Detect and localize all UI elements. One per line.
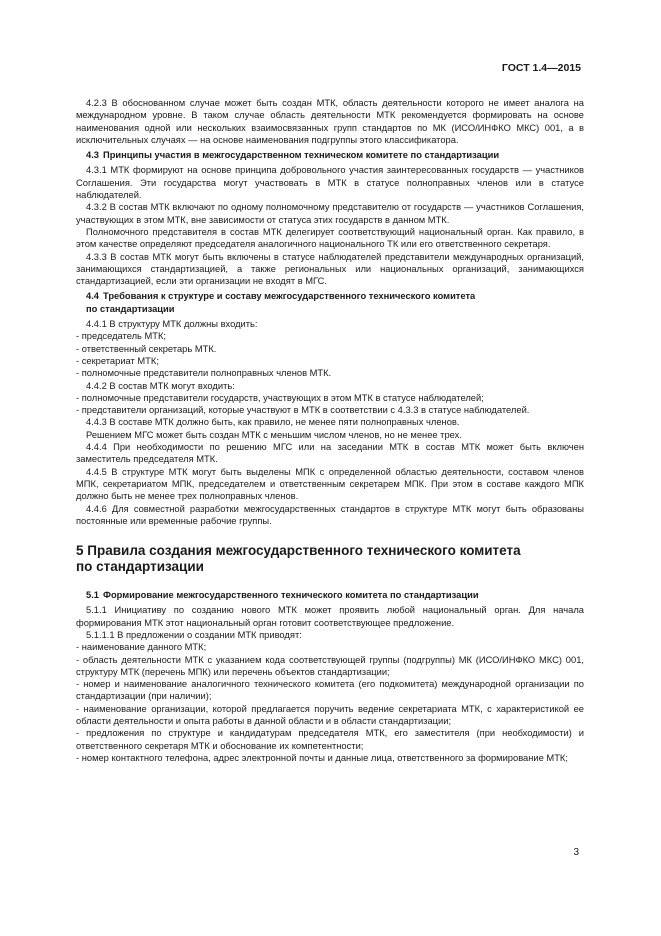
- heading-text: Принципы участия в межгосударственном техническом комитете по стандартизации: [103, 150, 500, 161]
- list-item: - номер и наименование аналогичного технического комитета (его подкомитета) международной организации по стандартизации (при наличии);: [76, 679, 584, 702]
- paragraph-4-4-3-continued: Решением МГС может быть создан МТК с меньшим числом членов, но не менее трех.: [86, 429, 462, 440]
- paragraph-4-4-5: 4.4.5 В структуре МТК могут быть выделены МПК с определенной областью деятельности, составом членов МПК, секретариатом МПК, председателем и ответственным секретарем МПК. При этом в составе каждого МПК должно быть не менее трех полноправных членов.: [76, 466, 584, 502]
- list-item: - наименование данного МТК;: [76, 642, 207, 653]
- paragraph-4-2-3: 4.2.3 В обоснованном случае может быть создан МТК, область деятельности которого не имеет аналога на международном уровне. В таком случае область деятельности МТК рекомендуется формировать на основе наименования одной или нескольких взаимосвязанных групп стандартов по МК (ИСО/ИНФКО МКС) 001, а в исключительных случаях — на основе наименования подгруппы этого классификатора.: [76, 98, 584, 145]
- heading-number: 5.1: [86, 590, 99, 601]
- paragraph-4-4-4: 4.4.4 При необходимости по решению МГС или на заседании МТК в состав МТК может быть включен заместитель председателя МТК.: [76, 442, 584, 465]
- heading-5-1: [76, 589, 584, 601]
- paragraph-4-4-3: 4.4.3 В составе МТК должно быть, как правило, не менее пяти полноправных членов.: [86, 417, 460, 428]
- page-body: [76, 97, 584, 764]
- paragraph-4-4-6: 4.4.6 Для совместной разработки межгосударственных стандартов в структуре МТК могут быть образованы постоянные или временные рабочие группы.: [76, 503, 584, 526]
- heading-text-line2: по стандартизации: [86, 303, 175, 314]
- paragraph-4-4-1: 4.4.1 В структуру МТК должны входить:: [86, 319, 258, 330]
- heading-text: Требования к структуре и составу межгосударственного технического комитета: [103, 291, 476, 302]
- heading-number: 4.4: [86, 291, 99, 302]
- page-number: 3: [573, 847, 579, 858]
- heading-section-5: [76, 543, 584, 575]
- paragraph-5-1-1-1: 5.1.1.1 В предложении о создании МТК приводят:: [86, 629, 302, 640]
- list-item: - секретариат МТК;: [76, 355, 159, 366]
- paragraph-4-3-3: 4.3.3 В состав МТК могут быть включены в статусе наблюдателей представители международных организаций, занимающихся стандартизацией, а также региональных или национальных организаций, занимающихся стандартизацией, если эти организации не входят в МГС.: [76, 251, 584, 287]
- paragraph-5-1-1: 5.1.1 Инициативу по созданию нового МТК может проявить любой национальный орган. Для начала формирования МТК этот национальный орган готовит соответствующее предложение.: [76, 605, 584, 628]
- paragraph-4-3-2-continued: Полномочного представителя в состав МТК делегирует соответствующий национальный орган. Как правило, в этом качестве определяют председателя аналогичного национального ТК или его ответственного секретаря.: [76, 226, 584, 250]
- heading-4-4: [76, 290, 584, 315]
- heading-text-line2: по стандартизации: [76, 559, 204, 575]
- heading-text: Формирование межгосударственного технического комитета по стандартизации: [103, 590, 479, 601]
- heading-number: 4.3: [86, 150, 99, 161]
- paragraph-4-3-2: 4.3.2 В состав МТК включают по одному полномочному представителю от государств — участников Соглашения, участвующих в этом МТК, вне зависимости от статуса этих государств в данном МТК.: [76, 202, 584, 225]
- list-item: - область деятельности МТК с указанием кода соответствующей группы (подгруппы) МК (ИСО/ИНФКО МКС) 001, структуру МТК (перечень МПК) или перечень объектов стандартизации;: [76, 654, 584, 677]
- heading-number: 5: [76, 543, 84, 559]
- paragraph-4-4-2: 4.4.2 В состав МТК могут входить:: [86, 380, 235, 391]
- list-item: - полномочные представители государств, участвующих в этом МТК в статусе наблюдателей;: [76, 392, 484, 403]
- list-item: - наименование организации, которой предлагается поручить ведение секретариата МТК, с характеристикой ее области деятельности и опыта работы в данной области и в области стандартизации;: [76, 703, 584, 727]
- list-item: - полномочные представители полноправных членов МТК.: [76, 368, 332, 379]
- list-item: - председатель МТК;: [76, 331, 167, 342]
- document-code-header: ГОСТ 1.4—2015: [501, 62, 581, 74]
- heading-4-3: [76, 149, 584, 161]
- heading-text: Правила создания межгосударственного технического комитета: [87, 543, 521, 559]
- paragraph-4-3-1: 4.3.1 МТК формируют на основе принципа добровольного участия заинтересованных государств — участников Соглашения. Эти государства могут участвовать в МТК в статусе полноправных членов или в статусе наблюдателей.: [76, 165, 584, 201]
- list-item: - предложения по структуре и кандидатурам председателя МТК, его заместителя (при необходимости) и ответственного секретаря МТК и обоснование их компетентности;: [76, 728, 584, 751]
- list-item: - номер контактного телефона, адрес электронной почты и данные лица, ответственного за формирование МТК;: [76, 752, 568, 763]
- list-item: - представители организаций, которые участвуют в МТК в соответствии с 4.3.3 в статусе наблюдателей.: [76, 405, 530, 416]
- list-item: - ответственный секретарь МТК.: [76, 343, 217, 354]
